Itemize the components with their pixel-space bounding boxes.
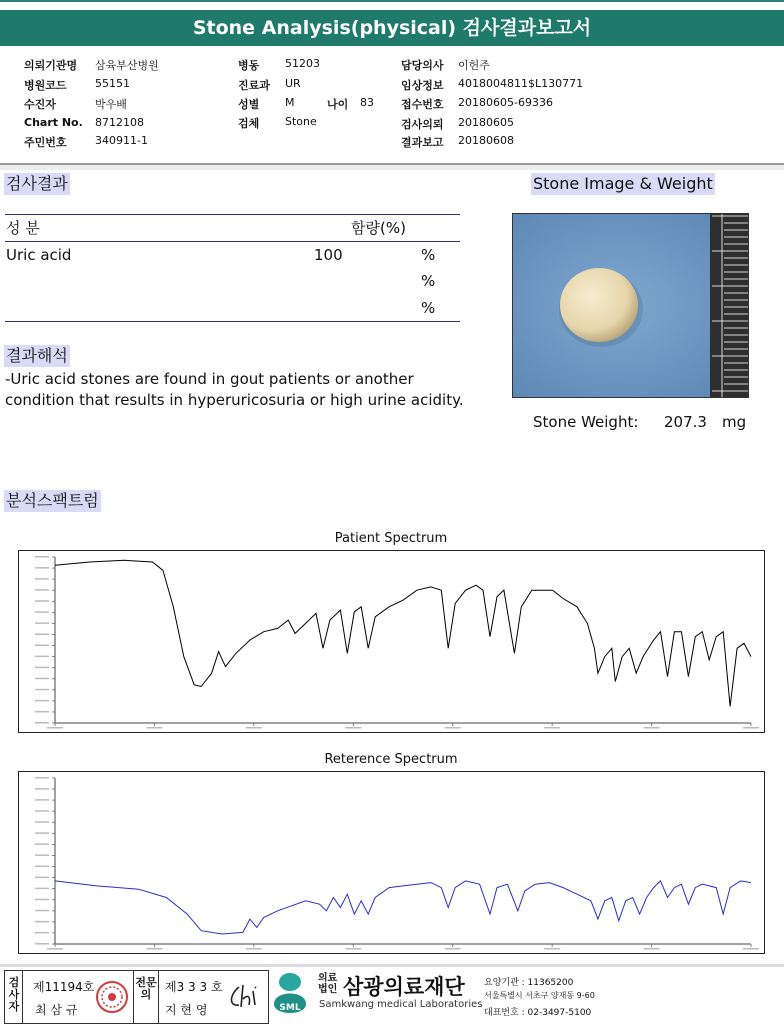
field-value: 51203 xyxy=(285,57,320,70)
field-label: 병원코드 xyxy=(24,79,67,92)
interpretation-line: condition that results in hyperuricosuria or high urine acidity. xyxy=(5,391,464,409)
field-value: 8712108 xyxy=(95,116,144,129)
result-section-label: 검사결과 xyxy=(6,174,68,193)
stone-weight-label: Stone Weight: xyxy=(533,413,639,431)
reference-spectrum-plot xyxy=(18,771,765,954)
field-value: 삼육부산병원 xyxy=(95,59,159,72)
field-label: 검체 xyxy=(238,117,260,130)
field-value: 340911-1 xyxy=(95,134,148,147)
field-value: 55151 xyxy=(95,77,130,90)
field-label: 결과보고 xyxy=(401,136,444,149)
stone-weight-unit: mg xyxy=(722,413,747,431)
field-value: Stone xyxy=(285,115,317,128)
inspector-license-no: 제11194호 xyxy=(33,980,95,994)
field-label: Chart No. xyxy=(24,116,83,129)
interpretation-section-label: 결과해석 xyxy=(6,346,68,365)
header-shadow xyxy=(0,165,784,170)
field-label: 의뢰기관명 xyxy=(24,59,78,72)
field-label: 성별 xyxy=(238,98,260,111)
org-name: 삼광의료재단 xyxy=(343,975,465,999)
stone-section-label: Stone Image & Weight xyxy=(533,174,713,193)
field-value: 83 xyxy=(360,96,374,109)
table-top-rule xyxy=(5,214,460,215)
field-label: 담당의사 xyxy=(401,59,444,72)
field-value: UR xyxy=(285,77,301,90)
field-label: 수진자 xyxy=(24,98,56,111)
result-value: 100 xyxy=(314,246,343,264)
seal-stamp-icon xyxy=(95,980,129,1018)
field-value: 20180605 xyxy=(458,116,514,129)
inspector-name: 최 삼 규 xyxy=(35,1003,78,1017)
stone-photo xyxy=(512,213,749,398)
field-label: 임상정보 xyxy=(401,79,444,92)
top-accent-line xyxy=(0,0,784,2)
interpretation-line: -Uric acid stones are found in gout patients or another xyxy=(5,370,414,388)
handwritten-signature-icon xyxy=(225,981,265,1017)
patient-spectrum-plot xyxy=(18,550,765,733)
inspector-label: 검사자 xyxy=(8,976,20,1013)
table-bottom-rule xyxy=(5,321,460,322)
field-label: 병동 xyxy=(238,59,260,72)
report-title: Stone Analysis(physical) 검사결과보고서 xyxy=(0,10,784,46)
patient-spectrum-title: Patient Spectrum xyxy=(334,531,448,546)
field-value: M xyxy=(285,96,295,109)
org-english-name: Samkwang medical Laboratories xyxy=(319,999,483,1010)
result-unit: % xyxy=(421,272,436,290)
field-label: 진료과 xyxy=(238,79,270,92)
specialist-license-no: 제3 3 3 호 xyxy=(165,980,223,994)
stone-weight-value: 207.3 xyxy=(664,413,707,431)
field-value: 박우배 xyxy=(95,98,127,111)
field-value: 4018004811$L130771 xyxy=(458,77,584,90)
institution-code: 요양기관 : 11365200 xyxy=(484,978,574,988)
measurement-ruler xyxy=(710,214,748,397)
column-header-component: 성 분 xyxy=(6,219,40,237)
field-value: 20180605-69336 xyxy=(458,96,553,109)
sml-logo-icon xyxy=(270,970,310,1026)
specialist-name: 지 현 영 xyxy=(165,1003,208,1017)
field-value: 이헌주 xyxy=(458,59,490,72)
org-address: 서울특별시 서초구 양재동 9-60 xyxy=(484,991,595,1000)
result-unit: % xyxy=(421,299,436,317)
table-header-rule xyxy=(5,241,460,242)
footer-divider xyxy=(0,964,784,967)
spectrum-section-label: 분석스팩트럼 xyxy=(6,491,99,510)
result-unit: % xyxy=(421,246,436,264)
signature-box xyxy=(4,970,269,1024)
field-label: 접수번호 xyxy=(401,98,444,111)
field-value: 20180608 xyxy=(458,134,514,147)
field-label: 주민번호 xyxy=(24,136,67,149)
column-header-content: 함량(%) xyxy=(351,219,406,237)
specialist-label: 전문의 xyxy=(135,976,157,1001)
result-component: Uric acid xyxy=(6,246,72,264)
org-prefix: 의료법인 xyxy=(318,973,338,995)
org-phone: 대표번호 : 02-3497-5100 xyxy=(484,1008,592,1018)
field-label: 검사의뢰 xyxy=(401,118,444,131)
reference-spectrum-title: Reterence Spectrum xyxy=(324,752,458,767)
svg-text:SML: SML xyxy=(279,1003,301,1013)
field-label: 나이 xyxy=(327,98,349,111)
